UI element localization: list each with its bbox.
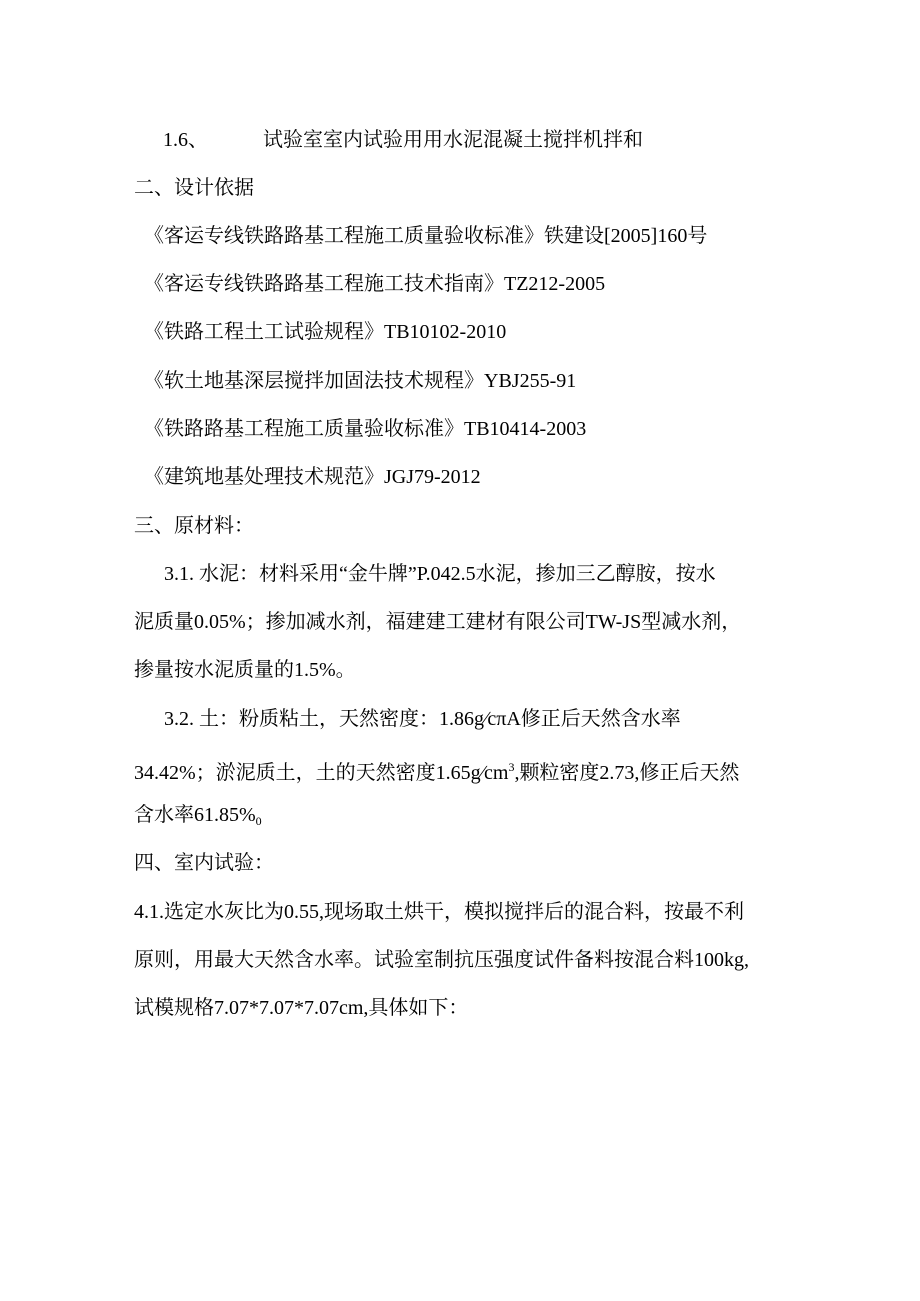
- reference-6: 《建筑地基处理技术规范》JGJ79-2012: [144, 466, 481, 488]
- reference-4: 《软土地基深层搅拌加固法技术规程》YBJ255-91: [144, 370, 577, 392]
- paragraph-4-1-line-3: 试模规格7.07*7.07*7.07cm,具体如下：: [134, 997, 469, 1019]
- paragraph-3-2-line-2: [134, 753, 740, 784]
- reference-2: 《客运专线铁路路基工程施工技术指南》TZ212-2005: [144, 273, 606, 295]
- reference-5: 《铁路路基工程施工质量验收标准》TB10414-2003: [144, 418, 587, 440]
- subscript-zero: 0: [255, 814, 262, 828]
- paragraph-3-2-line-2-b: ,颗粒密度2.73,修正后天然: [514, 762, 740, 784]
- superscript-cubic: 3: [508, 760, 515, 774]
- item-number: 1.6、: [163, 129, 208, 151]
- paragraph-4-1-line-1: 4.1.选定水灰比为0.55,现场取土烘干，模拟搅拌后的混合料，按最不利: [134, 901, 744, 923]
- paragraph-3-2-line-3-a: 含水率61.85%: [134, 804, 256, 826]
- item-text: 试验室室内试验用用水泥混凝土搅拌机拌和: [263, 129, 643, 151]
- paragraph-3-1-line-1: 3.1. 水泥：材料采用“金牛牌”P.042.5水泥，掺加三乙醇胺，按水: [164, 563, 716, 585]
- paragraph-3-1-line-2: 泥质量0.05%；掺加减水剂，福建建工建材有限公司TW-JS型减水剂，: [134, 611, 742, 633]
- section-3-title: 三、原材料：: [134, 515, 254, 537]
- reference-3: 《铁路工程土工试验规程》TB10102-2010: [144, 321, 507, 343]
- section-4-title: 四、室内试验：: [134, 852, 274, 874]
- paragraph-3-2-line-3: [134, 801, 262, 829]
- paragraph-3-2-line-1: 3.2. 土：粉质粘土，天然密度：1.86g∕cπA修正后天然含水率: [164, 708, 681, 730]
- item-1-6: [163, 126, 643, 154]
- paragraph-4-1-line-2: 原则，用最大天然含水率。试验室制抗压强度试件备料按混合料100kg,: [134, 949, 749, 971]
- paragraph-3-1-line-3: 掺量按水泥质量的1.5%。: [134, 659, 356, 681]
- section-2-title: 二、设计依据: [134, 177, 254, 199]
- reference-1: 《客运专线铁路路基工程施工质量验收标准》铁建设[2005]160号: [144, 225, 708, 247]
- paragraph-3-2-line-2-a: 34.42%；淤泥质土，土的天然密度1.65g∕cm: [134, 762, 509, 784]
